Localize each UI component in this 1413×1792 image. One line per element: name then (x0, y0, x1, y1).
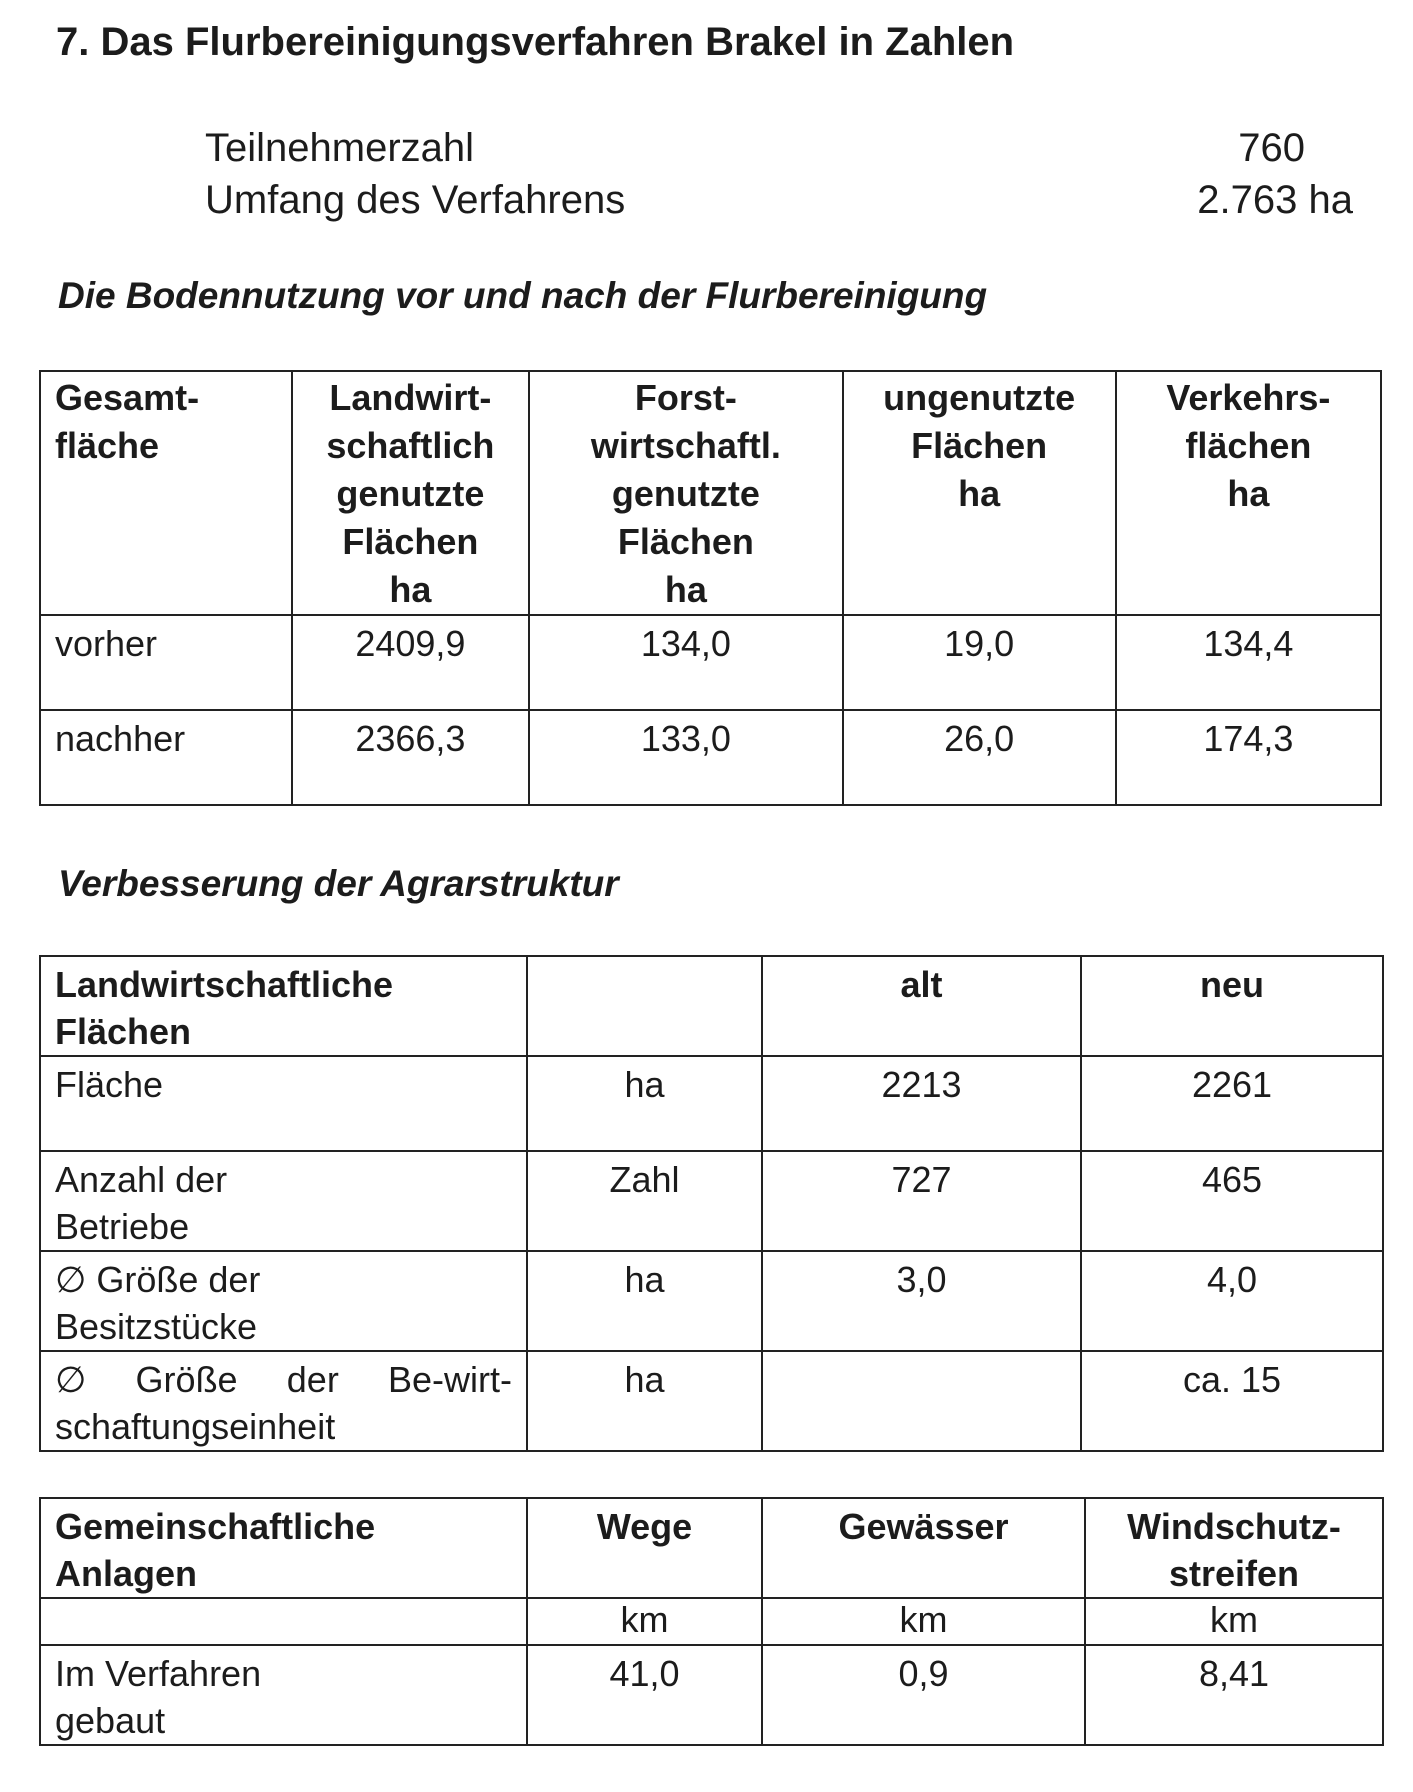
table-header-cell: Landwirt- schaftlich genutzte Flächen ha (292, 371, 530, 615)
table-cell: 0,9 (762, 1645, 1085, 1745)
table-row (40, 1251, 1383, 1351)
table-row (40, 1151, 1383, 1251)
table-header-row (40, 1498, 1383, 1598)
table-row (40, 1645, 1383, 1745)
section-heading-agrarian-structure: Verbesserung der Agrarstruktur (58, 863, 619, 904)
table-row (40, 1056, 1383, 1151)
summary-value: 760 (1238, 126, 1305, 170)
table-cell: 2409,9 (292, 615, 530, 710)
table-cell: ∅ Größe der Be-wirt- schaftungseinheit (40, 1351, 527, 1451)
table-cell: 41,0 (527, 1645, 762, 1745)
table-header-cell: neu (1081, 956, 1383, 1056)
table-header-row (40, 956, 1383, 1056)
table-cell: km (762, 1598, 1085, 1645)
summary-label: Teilnehmerzahl (205, 126, 475, 170)
summary-value: 2.763 ha (1197, 178, 1353, 222)
table-header-cell: Wege (527, 1498, 762, 1598)
table-cell: 19,0 (843, 615, 1116, 710)
table-header-cell: alt (762, 956, 1081, 1056)
community-facilities-table (39, 1497, 1384, 1746)
table-cell: 134,4 (1116, 615, 1381, 710)
table-cell: vorher (40, 615, 292, 710)
land-use-table (39, 370, 1382, 806)
table-cell: ha (527, 1251, 762, 1351)
table-header-cell: ungenutzte Flächen ha (843, 371, 1116, 615)
summary-row (205, 122, 1353, 174)
table-header-cell: Gemeinschaftliche Anlagen (40, 1498, 527, 1598)
table-cell: 3,0 (762, 1251, 1081, 1351)
table-header-row (40, 371, 1381, 615)
table-header-cell: Gesamt- fläche (40, 371, 292, 615)
table-cell: 134,0 (529, 615, 842, 710)
table-header-cell: Landwirtschaftliche Flächen (40, 956, 527, 1056)
table-header-cell: Forst- wirtschaftl. genutzte Flächen ha (529, 371, 842, 615)
table-cell (762, 1351, 1081, 1451)
table-row (40, 1351, 1383, 1451)
table-cell: nachher (40, 710, 292, 805)
table-header-cell (527, 956, 762, 1056)
table-cell: 465 (1081, 1151, 1383, 1251)
table-header-cell: Gewässer (762, 1498, 1085, 1598)
summary-label: Umfang des Verfahrens (205, 178, 626, 222)
table-cell: ∅ Größe der Besitzstücke (40, 1251, 527, 1351)
table-row (40, 710, 1381, 805)
table-cell: 174,3 (1116, 710, 1381, 805)
table-cell: 2213 (762, 1056, 1081, 1151)
table-cell: ha (527, 1056, 762, 1151)
table-cell: km (527, 1598, 762, 1645)
table-cell: Fläche (40, 1056, 527, 1151)
table-cell: ha (527, 1351, 762, 1451)
table-header-cell: Windschutz- streifen (1085, 1498, 1383, 1598)
table-units-row (40, 1598, 1383, 1645)
page-title: 7. Das Flurbereinigungsverfahren Brakel in Zahlen (56, 20, 1015, 64)
table-cell: 2261 (1081, 1056, 1383, 1151)
agrarian-structure-table (39, 955, 1384, 1452)
table-cell: 727 (762, 1151, 1081, 1251)
table-cell: Zahl (527, 1151, 762, 1251)
table-cell: ca. 15 (1081, 1351, 1383, 1451)
table-cell: 4,0 (1081, 1251, 1383, 1351)
summary-block (205, 122, 1353, 226)
table-cell: Anzahl der Betriebe (40, 1151, 527, 1251)
table-cell: 133,0 (529, 710, 842, 805)
table-cell: Im Verfahren gebaut (40, 1645, 527, 1745)
table-cell: km (1085, 1598, 1383, 1645)
table-cell: 26,0 (843, 710, 1116, 805)
section-heading-land-use: Die Bodennutzung vor und nach der Flurbereinigung (58, 275, 988, 316)
table-cell: 8,41 (1085, 1645, 1383, 1745)
summary-row (205, 174, 1353, 226)
table-header-cell: Verkehrs- flächen ha (1116, 371, 1381, 615)
table-cell: 2366,3 (292, 710, 530, 805)
table-cell (40, 1598, 527, 1645)
table-row (40, 615, 1381, 710)
